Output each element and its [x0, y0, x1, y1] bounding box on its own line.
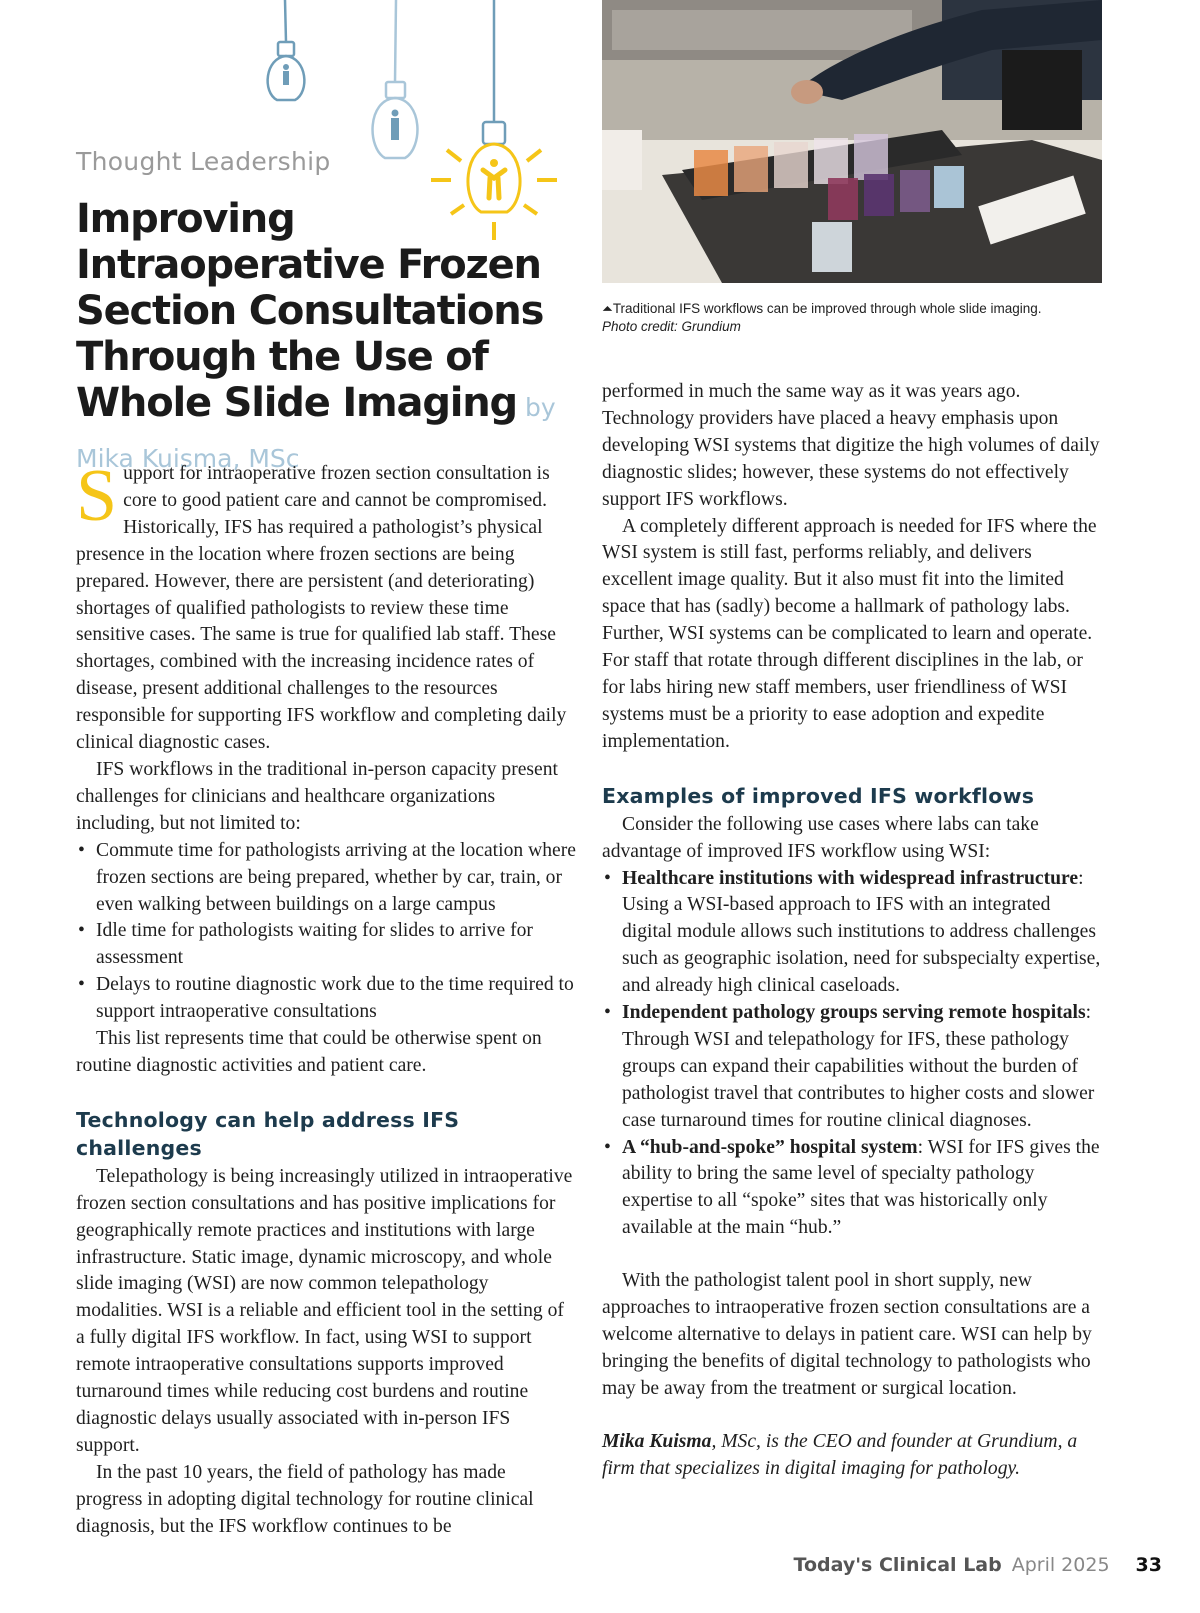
- list-item: [602, 866, 1102, 1001]
- magazine-name: Today's Clinical Lab: [793, 1554, 1002, 1576]
- challenges-list: [76, 838, 576, 1026]
- paragraph: With the pathologist talent pool in short supply, new approaches to intraoperative frozen section consultations are a welcome alternative to delays in patient care. WSI can help by bringing the benefits of digital technology to pathologists who may be away from the treatment or surgical location.: [602, 1270, 1092, 1399]
- list-item-lead: A “hub-and-spoke” hospital system: [622, 1136, 918, 1158]
- use-cases-list: [602, 866, 1102, 1243]
- section-kicker: Thought Leadership: [76, 147, 331, 176]
- author-bio: [602, 1429, 1102, 1483]
- lab-photo: [602, 0, 1102, 283]
- photo-caption: [602, 300, 1102, 336]
- right-column: [602, 379, 1102, 1483]
- list-item: • Idle time for pathologists waiting for slides to arrive for assessment: [76, 918, 576, 972]
- paragraph: performed in much the same way as it was years ago. Technology providers have placed a heavy emphasis upon developing WSI systems that digitize the high volumes of daily diagnostic slides; however, these systems do not effectively support IFS workflows.: [602, 381, 1100, 510]
- paragraph: Consider the following use cases where labs can take advantage of improved IFS workflow using WSI:: [602, 813, 1039, 862]
- article-title-text: Improving Intraoperative Frozen Section Consultations Through the Use of Whole Slide Imaging: [76, 196, 544, 426]
- list-item-text: : Using a WSI-based approach to IFS with an integrated digital module allows such institutions to address challenges such as geographic isolation, need for subspecialty expertise, and already high clinical caseloads.: [622, 867, 1101, 997]
- intro-paragraph: [76, 455, 576, 757]
- list-item: • Delays to routine diagnostic work due to the time required to support intraoperative consultations: [76, 972, 576, 1026]
- list-item-lead: Independent pathology groups serving remote hospitals: [622, 1002, 1086, 1024]
- paragraph: Telepathology is being increasingly utilized in intraoperative frozen section consultations and has positive implications for geographically remote practices and institutions with large infrastructure. Static image, dynamic microscopy, and whole slide imaging (WSI) are now common telepathology modalities. WSI is a reliable and efficient tool in the setting of a fully digital IFS workflow. In fact, using WSI to support remote intraoperative consultations supports improved turnaround times while reducing cost burdens and routine diagnostic delays usually associated with in-person IFS support.: [76, 1165, 573, 1456]
- paragraph: This list represents time that could be otherwise spent on routine diagnostic activities and patient care.: [76, 1028, 542, 1076]
- list-item-text: : WSI for IFS gives the ability to bring the same level of specialty pathology expertise to all “spoke” sites that was historically only available at the main “hub.”: [622, 1136, 1100, 1239]
- paragraph: In the past 10 years, the field of pathology has made progress in adopting digital technology for routine clinical diagnosis, but the IFS workflow continues to be: [76, 1461, 534, 1537]
- list-item: [602, 1135, 1102, 1243]
- paragraph: IFS workflows in the traditional in-person capacity present challenges for clinicians and healthcare organizations including, but not limited to:: [76, 758, 558, 834]
- left-column: [76, 455, 576, 1541]
- page-footer: [794, 1554, 1162, 1576]
- page-number: 33: [1135, 1554, 1162, 1576]
- intro-text: upport for intraoperative frozen section consultation is core to good patient care and cannot be compromised. Historically, IFS has required a pathologist’s physical presence in the location where frozen sections are being prepared. However, there are persistent (and deteriorating) shortages of qualified pathologists to review these time sensitive cases. The same is true for qualified lab staff. These shortages, combined with the increasing incidence rates of disease, present additional challenges to the resources responsible for supporting IFS workflow and completing daily clinical diagnostic cases.: [76, 463, 567, 754]
- caret-up-icon: ⏶: [602, 301, 613, 316]
- paragraph: A completely different approach is needed for IFS where the WSI system is still fast, performs reliably, and delivers excellent image quality. But it also must fit into the limited space that has (sadly) become a hallmark of pathology labs. Further, WSI systems can be complicated to learn and operate. For staff that rotate through different disciplines in the lab, or for labs hiring new staff members, user friendliness of WSI systems must be a priority to ease adoption and expedite implementation.: [602, 515, 1097, 752]
- list-item: • Commute time for pathologists arriving at the location where frozen sections are being prepared, whether by car, train, or even walking between buildings on a large campus: [76, 838, 576, 919]
- author-bio-text: , MSc, is the CEO and founder at Grundium, a firm that specializes in digital imaging for pathology.: [602, 1430, 1078, 1479]
- article-title: [76, 196, 596, 482]
- list-item: [602, 1000, 1102, 1135]
- section-heading: Examples of improved IFS workflows: [602, 783, 1035, 808]
- list-item-lead: Healthcare institutions with widespread infrastructure: [622, 867, 1079, 889]
- issue-date: April 2025: [1011, 1554, 1110, 1576]
- section-heading: Technology can help address IFS challenges: [76, 1107, 460, 1160]
- list-item-text: : Through WSI and telepathology for IFS, these pathology groups can expand their capabilities without the burden of pathologist travel that contributes to higher costs and slower case turnaround times for routine clinical diagnoses.: [622, 1002, 1095, 1131]
- photo-credit: Photo credit: Grundium: [602, 319, 741, 334]
- author-name: Mika Kuisma: [602, 1430, 712, 1452]
- article-byline: by Mika Kuisma, MSc: [76, 393, 556, 473]
- caption-text: Traditional IFS workflows can be improved through whole slide imaging.: [612, 301, 1042, 316]
- drop-cap: S: [76, 455, 118, 537]
